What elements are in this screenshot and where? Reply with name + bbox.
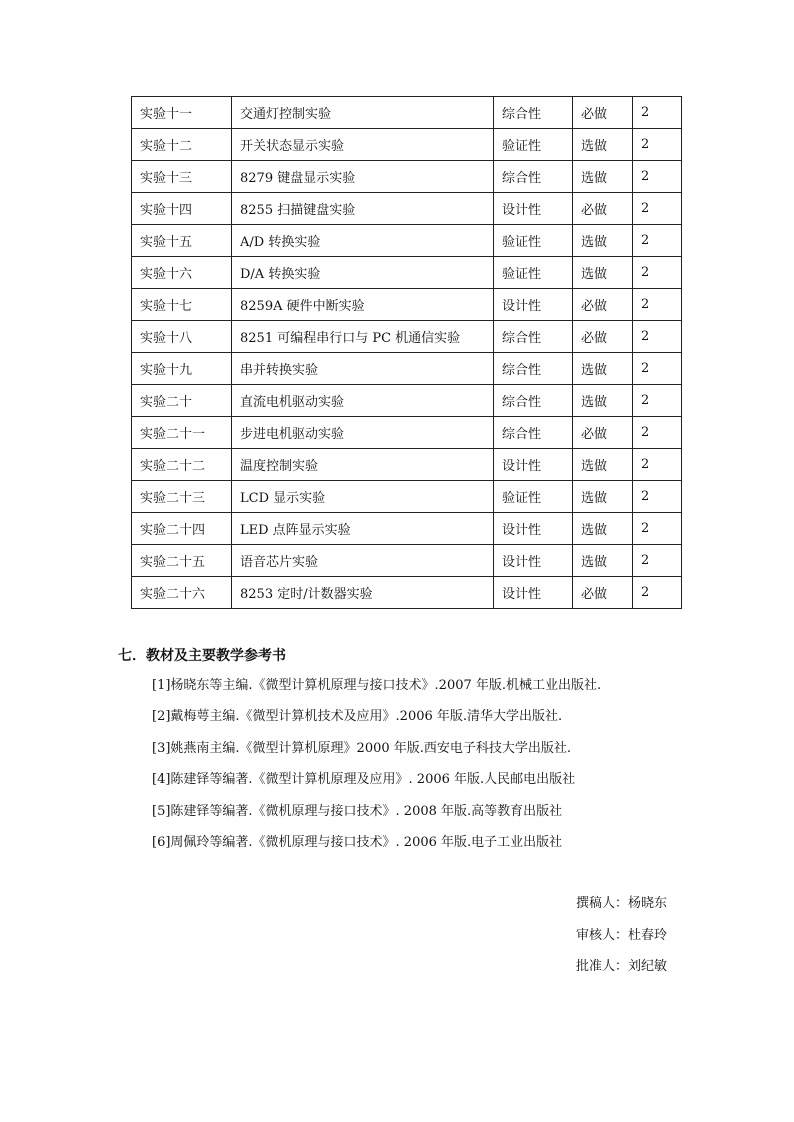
experiment-title-cell: LED 点阵显示实验 <box>232 513 494 545</box>
experiment-hours-cell: 2 <box>633 577 682 609</box>
table-row <box>132 513 682 545</box>
experiment-type-cell: 设计性 <box>494 289 573 321</box>
experiment-title-cell: 交通灯控制实验 <box>232 97 494 129</box>
table-row <box>132 417 682 449</box>
experiment-name-cell: 实验二十二 <box>132 449 232 481</box>
experiment-requirement-cell: 必做 <box>573 193 633 225</box>
experiment-requirement-cell: 选做 <box>573 161 633 193</box>
experiment-hours-cell: 2 <box>633 321 682 353</box>
experiment-type-cell: 设计性 <box>494 545 573 577</box>
table-row <box>132 481 682 513</box>
experiment-name-cell: 实验十一 <box>132 97 232 129</box>
experiment-hours-cell: 2 <box>633 289 682 321</box>
experiment-requirement-cell: 选做 <box>573 257 633 289</box>
table-row <box>132 225 682 257</box>
experiment-requirement-cell: 选做 <box>573 385 633 417</box>
reference-item: [4]陈建铎等编著.《微型计算机原理及应用》. 2006 年版.人民邮电出版社 <box>152 772 576 788</box>
experiment-title-cell: 串并转换实验 <box>232 353 494 385</box>
experiment-hours-cell: 2 <box>633 481 682 513</box>
experiment-title-cell: A/D 转换实验 <box>232 225 494 257</box>
reference-item: [3]姚燕南主编.《微型计算机原理》2000 年版.西安电子科技大学出版社. <box>152 740 572 756</box>
table-row <box>132 353 682 385</box>
experiment-title-cell: 8259A 硬件中断实验 <box>232 289 494 321</box>
experiment-requirement-cell: 选做 <box>573 545 633 577</box>
experiment-title-cell: 步进电机驱动实验 <box>232 417 494 449</box>
experiment-type-cell: 综合性 <box>494 353 573 385</box>
experiment-type-cell: 综合性 <box>494 321 573 353</box>
approver-line: 批准人：刘纪敏 <box>576 959 668 974</box>
experiment-hours-cell: 2 <box>633 257 682 289</box>
experiment-requirement-cell: 选做 <box>573 449 633 481</box>
experiment-requirement-cell: 选做 <box>573 513 633 545</box>
experiment-name-cell: 实验二十三 <box>132 481 232 513</box>
experiment-name-cell: 实验二十六 <box>132 577 232 609</box>
experiment-type-cell: 综合性 <box>494 97 573 129</box>
experiment-hours-cell: 2 <box>633 353 682 385</box>
experiment-type-cell: 综合性 <box>494 161 573 193</box>
table-row <box>132 545 682 577</box>
table-row <box>132 97 682 129</box>
experiment-requirement-cell: 必做 <box>573 417 633 449</box>
reference-item: [1]杨晓东等主编.《微型计算机原理与接口技术》.2007 年版.机械工业出版社. <box>152 678 602 693</box>
reference-item: [5]陈建铎等编著.《微机原理与接口技术》. 2008 年版.高等教育出版社 <box>152 803 563 819</box>
experiment-type-cell: 设计性 <box>494 577 573 609</box>
experiment-table <box>131 96 682 609</box>
experiment-requirement-cell: 必做 <box>573 289 633 321</box>
experiment-requirement-cell: 选做 <box>573 481 633 513</box>
experiment-title-cell: 8255 扫描键盘实验 <box>232 193 494 225</box>
table-row <box>132 129 682 161</box>
experiment-title-cell: 8253 定时/计数器实验 <box>232 577 494 609</box>
experiment-name-cell: 实验十三 <box>132 161 232 193</box>
table-row <box>132 161 682 193</box>
experiment-hours-cell: 2 <box>633 449 682 481</box>
signoff-block <box>576 894 667 989</box>
experiment-requirement-cell: 选做 <box>573 353 633 385</box>
experiment-requirement-cell: 选做 <box>573 129 633 161</box>
experiment-name-cell: 实验二十 <box>132 385 232 417</box>
table-row <box>132 321 682 353</box>
experiment-hours-cell: 2 <box>633 161 682 193</box>
experiment-hours-cell: 2 <box>633 545 682 577</box>
experiment-hours-cell: 2 <box>633 417 682 449</box>
experiment-title-cell: 直流电机驱动实验 <box>232 385 494 417</box>
experiment-name-cell: 实验十七 <box>132 289 232 321</box>
experiment-type-cell: 设计性 <box>494 193 573 225</box>
experiment-requirement-cell: 必做 <box>573 97 633 129</box>
experiment-name-cell: 实验二十一 <box>132 417 232 449</box>
experiment-hours-cell: 2 <box>633 97 682 129</box>
experiment-hours-cell: 2 <box>633 513 682 545</box>
experiment-hours-cell: 2 <box>633 129 682 161</box>
experiment-name-cell: 实验十六 <box>132 257 232 289</box>
experiment-name-cell: 实验二十五 <box>132 545 232 577</box>
reference-item: [2]戴梅萼主编.《微型计算机技术及应用》.2006 年版.清华大学出版社. <box>152 709 563 725</box>
table-row <box>132 577 682 609</box>
table-row <box>132 257 682 289</box>
experiment-name-cell: 实验十二 <box>132 129 232 161</box>
author-line: 撰稿人：杨晓东 <box>576 896 668 911</box>
experiment-hours-cell: 2 <box>633 225 682 257</box>
experiment-name-cell: 实验十八 <box>132 321 232 353</box>
experiment-hours-cell: 2 <box>633 385 682 417</box>
experiment-name-cell: 实验十四 <box>132 193 232 225</box>
experiment-title-cell: 语音芯片实验 <box>232 545 494 577</box>
experiment-requirement-cell: 必做 <box>573 577 633 609</box>
experiment-title-cell: 开关状态显示实验 <box>232 129 494 161</box>
experiment-hours-cell: 2 <box>633 193 682 225</box>
experiment-type-cell: 验证性 <box>494 225 573 257</box>
table-row <box>132 193 682 225</box>
section-heading-references: 七．教材及主要教学参考书 <box>118 648 286 664</box>
experiment-type-cell: 设计性 <box>494 449 573 481</box>
table-row <box>132 449 682 481</box>
reference-item: [6]周佩玲等编著.《微机原理与接口技术》. 2006 年版.电子工业出版社 <box>152 834 563 850</box>
experiment-title-cell: D/A 转换实验 <box>232 257 494 289</box>
experiment-title-cell: 温度控制实验 <box>232 449 494 481</box>
experiment-name-cell: 实验十五 <box>132 225 232 257</box>
experiment-name-cell: 实验十九 <box>132 353 232 385</box>
reference-list <box>152 676 601 864</box>
experiment-title-cell: 8279 键盘显示实验 <box>232 161 494 193</box>
table-row <box>132 289 682 321</box>
table-row <box>132 385 682 417</box>
experiment-type-cell: 综合性 <box>494 417 573 449</box>
experiment-name-cell: 实验二十四 <box>132 513 232 545</box>
experiment-requirement-cell: 选做 <box>573 225 633 257</box>
experiment-title-cell: 8251 可编程串行口与 PC 机通信实验 <box>232 321 494 353</box>
experiment-table-body <box>132 97 682 609</box>
experiment-title-cell: LCD 显示实验 <box>232 481 494 513</box>
experiment-type-cell: 验证性 <box>494 129 573 161</box>
experiment-type-cell: 验证性 <box>494 481 573 513</box>
experiment-type-cell: 设计性 <box>494 513 573 545</box>
experiment-requirement-cell: 必做 <box>573 321 633 353</box>
experiment-type-cell: 综合性 <box>494 385 573 417</box>
reviewer-line: 审核人：杜春玲 <box>576 927 668 943</box>
experiment-type-cell: 验证性 <box>494 257 573 289</box>
